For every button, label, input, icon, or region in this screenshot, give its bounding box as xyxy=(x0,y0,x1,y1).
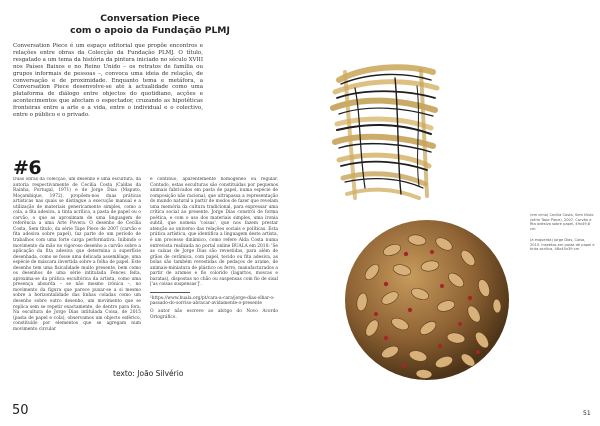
artwork-drawing-image xyxy=(325,58,445,210)
artwork-sculpture-image xyxy=(332,210,522,390)
page-number-right: 51 xyxy=(583,410,591,417)
caption-left: (à esquerda) Jorge Dias, Coisa, 2015. Inseetos em pasta de papel e tinta acrílica, 48x45x39 cm xyxy=(530,238,595,252)
article-column-left: Duas obras da colecção, um desenho e uma escultura, da autoria respectivamente de Cecília Costa (Caldas da Rainha, Portugal, 1971) e de Jorge Dias (Maputo, Moçambique, 1972), propõem-nos duas práticas artísticas nas quais se distingue a execução manual e a utilização de materiais genericamente simples, como a cola, a fita adesiva, a tinta acrílica, a pasta de papel ou o carvão, o que as aproximam de uma linguagem de referência a uma Arte Povera. O desenho de Cecília Costa, Sem título, da série Tape Piece de 2007 (carvão e fita adesiva sobre papel), faz parte de um período de trabalhos com uma forte carga performativa. Inibindo o movimento da mão no vigoroso desenho a carvão sobre a aplicação da fita adesiva que determina a superfície desenhada, como se fosse uma delicada assemblage, uma espécie de máscara invertida sobre a folha de papel. Este desenho tem uma fisicalidade muito presente, bem como os desenhos de uma série intitulada Fences feita, aproxima-se da prática escultórica da artista, como uma presença absurda – se não mesmo irónica –, no movimento da figura que parece puxar-se a si mesmo sobre a horizontalidade das linhas coladas como um desenho sobre outro desenho, um movimento que se replica sem se repetir exactamente, de dentro para fora. Na escultura de Jorge Dias intitulada Coisa, de 2015 (pasta de papel e cola), observamos um objecto esférico, constituído por elementos que se agregam num movimento circular xyxy=(13,177,141,332)
page-subtitle: com o apoio da Fundação PLMJ xyxy=(70,25,230,36)
page-number-left: 50 xyxy=(12,403,29,418)
footnote-divider xyxy=(150,292,190,293)
article-column-right xyxy=(150,177,278,377)
caption-top: (em cima) Cecília Costa, Sem título (série Tape Piece), 2007. Carvão e fita adesiva sobre papel, 49x49,8 cm xyxy=(530,213,594,231)
right-page xyxy=(300,0,600,426)
author-credit: texto: João Silvério xyxy=(113,369,184,378)
page-title: Conversation Piece xyxy=(100,13,200,24)
intro-paragraph: Conversation Piece é um espaço editorial que propõe encontros e relações entre obras da Colecção da Fundação PLMJ. O título, resgatado a um tema da história da pintura iniciado no século XVIII nos Países Baixos e no Reino Unido – os retratos de família ou grupos informais de pessoas –, convoca uma ideia de relação, de conversação e de proximidade. Enquanto tema e metáfora, a Conversation Piece desenvolve-se até à actualidade como uma plataforma de diálogo entre objectos do quotidiano, acções e acontecimentos que afectam o espectador, cruzando as hipotéticas fronteiras entre a arte e a vida, entre o individual e o colectivo, entre o público e o privado. xyxy=(13,43,203,119)
footnote-link[interactable]: ¹https://www.buala.org/pt/cara-a-cara/jorge-dias-olhar-o-passado-do-sorriso-abracar-avidamente-o-presente xyxy=(150,295,275,307)
issue-number: #6 xyxy=(13,157,42,179)
article-paragraph: e contínuo, aparentemente homogéneo ou regular. Contudo, estas esculturas são constituídas por pequenos animais fabricados em pasta de papel, numa espécie de composição não racional, que ultrapassa a representação do mundo natural a partir de modos de fazer que revelam uma memória da cultura tradicional, para expressar uma crítica social ao presente. Jorge Dias constrói de forma poética, e com o uso dos materiais simples, uma ironia subtil, que nomeia 'coisas', que nos fazem prestar atenção ao universo das relações sociais e políticas. Esta prática artística, que identifica a linguagem deste artista, é um processo dinâmico, como refere Alda Costa numa entrevista realizada no portal online BUALA em 2010: 'Se as caixas de Jorge Dias são revestidas, para além de grãos de cerâmica, com papel, tecido ou fita adesiva, as bolas são também revestidas de pedaços de arame, de animais-miniatura de plástico ou ferro, manufacturados a partir de arames e fio colorido (lagartos, moscas e baratas), dispostas no chão ou suspensas com fio de sisal ['as coisas suspensas']'. xyxy=(150,177,278,288)
footnote-text: O autor não escreve ao abrigo do Novo Acordo Ortográfico. xyxy=(150,309,278,320)
